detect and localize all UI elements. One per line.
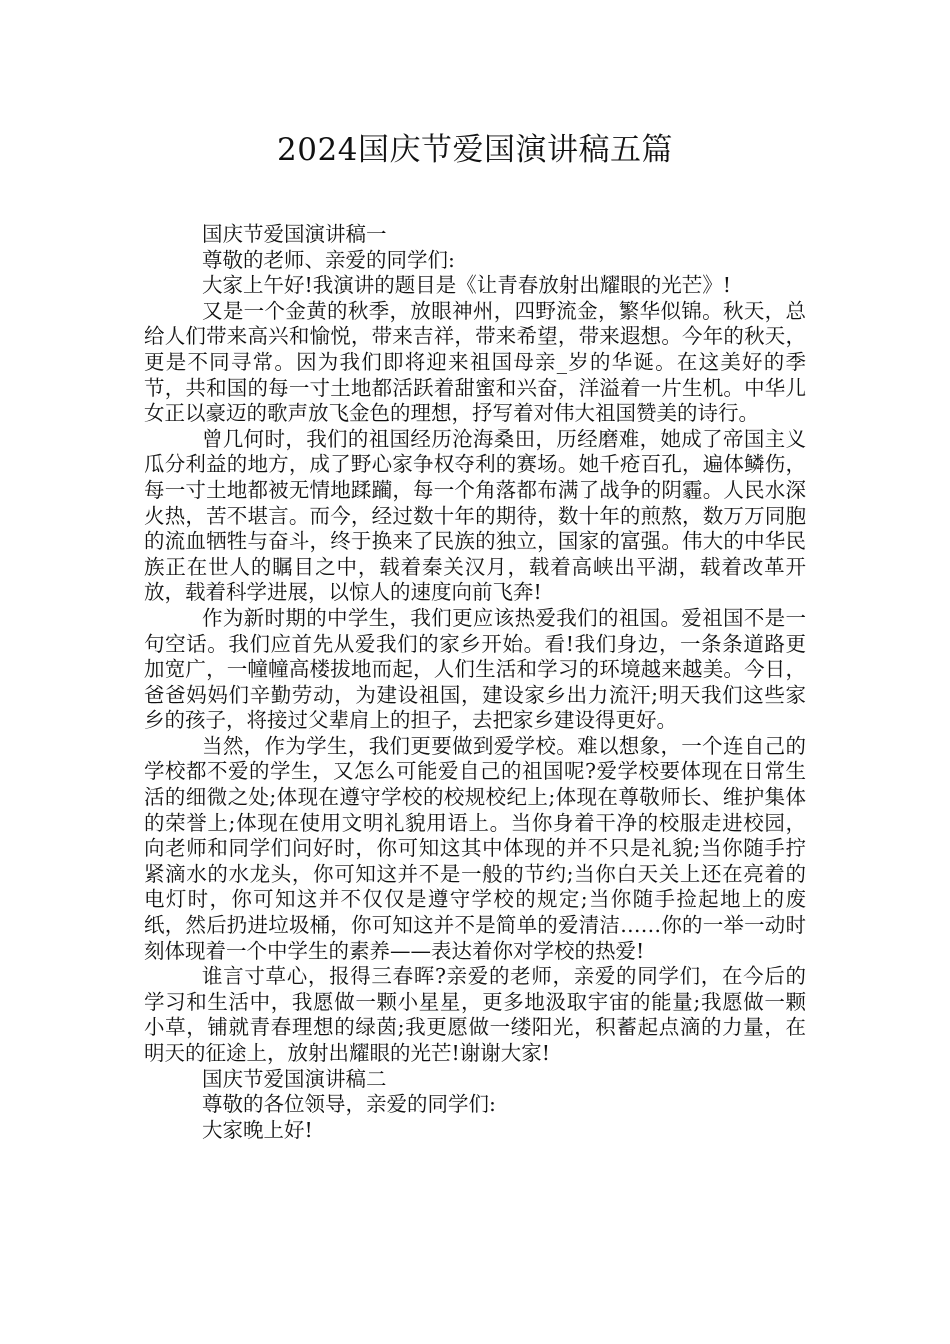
document-title: 2024国庆节爱国演讲稿五篇	[277, 132, 673, 168]
greeting-2: 大家晚上好!	[202, 1117, 313, 1142]
paragraph-history: 曾几何时，我们的祖国经历沧海桑田，历经磨难，她成了帝国主义瓜分利益的地方，成了野心家争权夺利的赛场。她千疮百孔，遍体鳞伤，每一寸土地都被无情地蹂躏，每一个角落都布满了战争的阴霾。人民水深火热，苦不堪言。而今，经过数十年的期待，数十年的煎熬，数万万同胞的流血牺牲与奋斗，终于换来了民族的独立，国家的富强。伟大的中华民族正在世人的瞩目之中，载着秦关汉月，载着高峡出平湖，载着改革开放，载着科学进展，以惊人的速度向前飞奔!	[144, 426, 806, 605]
paragraph-school: 当然，作为学生，我们更要做到爱学校。难以想象，一个连自己的学校都不爱的学生，又怎么可能爱自己的祖国呢?爱学校要体现在日常生活的细微之处;体现在遵守学校的校规校纪上;体现在尊敬师长、维护集体的荣誉上;体现在使用文明礼貌用语上。当你身着干净的校服走进校园，向老师和同学们问好时，你可知这其中体现的并不只是礼貌;当你随手拧紧滴水的水龙头，你可知这并不是一般的节约;当你白天关上还在亮着的电灯时，你可知这并不仅仅是遵守学校的规定;当你随手捡起地上的废纸，然后扔进垃圾桶，你可知这并不是简单的爱清洁……你的一举一动时刻体现着一个中学生的素养——表达着你对学校的热爱!	[144, 733, 806, 963]
salutation-1: 尊敬的老师、亲爱的同学们:	[202, 247, 455, 272]
section-heading-1: 国庆节爱国演讲稿一	[202, 222, 387, 246]
greeting-1: 大家上午好!我演讲的题目是《让青春放射出耀眼的光芒》!	[202, 273, 731, 298]
paragraph-closing: 谁言寸草心，报得三春晖?亲爱的老师，亲爱的同学们，在今后的学习和生活中，我愿做一颗小星星，更多地汲取宇宙的能量;我愿做一颗小草，铺就青春理想的绿茵;我更愿做一缕阳光，积蓄起点滴的力量，在明天的征途上，放射出耀眼的光芒!谢谢大家!	[144, 964, 806, 1065]
paragraph-hometown: 作为新时期的中学生，我们更应该热爱我们的祖国。爱祖国不是一句空话。我们应首先从爱我们的家乡开始。看!我们身边，一条条道路更加宽广，一幢幢高楼拔地而起，人们生活和学习的环境越来越美。今日，爸爸妈妈们辛勤劳动，为建设祖国，建设家乡出力流汗;明天我们这些家乡的孩子，将接过父辈肩上的担子，去把家乡建设得更好。	[144, 605, 806, 733]
salutation-2: 尊敬的各位领导，亲爱的同学们:	[202, 1092, 496, 1117]
paragraph-autumn: 又是一个金黄的秋季，放眼神州，四野流金，繁华似锦。秋天，总给人们带来高兴和愉悦，带来吉祥，带来希望，带来遐想。今年的秋天，更是不同寻常。因为我们即将迎来祖国母亲_岁的华诞。在这美好的季节，共和国的每一寸土地都活跃着甜蜜和兴奋，洋溢着一片生机。中华儿女正以豪迈的歌声放飞金色的理想，抒写着对伟大祖国赞美的诗行。	[144, 298, 806, 426]
document-body	[144, 222, 806, 1143]
section-heading-2: 国庆节爱国演讲稿二	[202, 1066, 387, 1091]
